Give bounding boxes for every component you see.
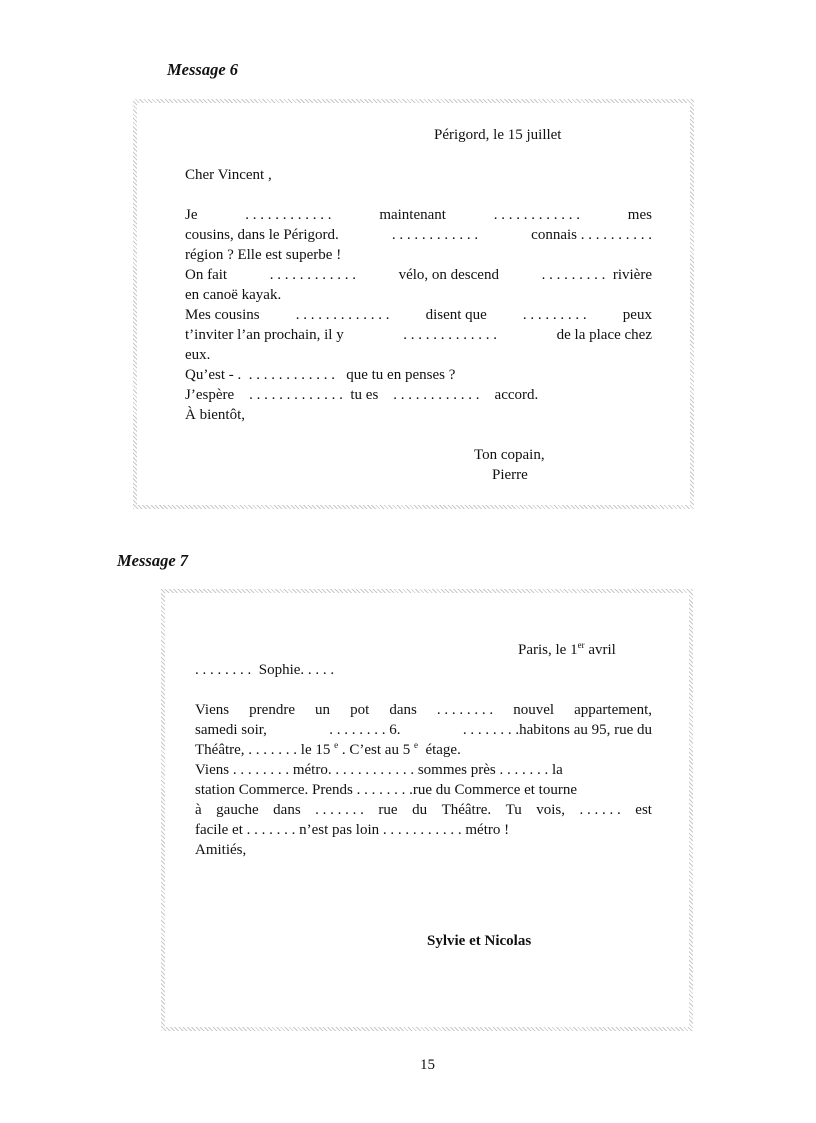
- m7-line-5: station Commerce. Prends . . . . . . . .rue du Commerce et tourne: [195, 782, 577, 798]
- m7-line-2: samedi soir, . . . . . . . . 6. . . . . . . . .habitons au 95, rue du: [195, 722, 652, 738]
- m7-line-3: Théâtre, . . . . . . . le 15 $^e$ . C’est au 5 $^e$ étage.: [195, 740, 461, 758]
- m6-line-11: À bientôt,: [185, 407, 245, 423]
- m7-place-date: Paris, le 1er avril: [518, 640, 616, 658]
- m6-signature: Pierre: [492, 467, 528, 483]
- m7-line-7: facile et . . . . . . . n’est pas loin . . . . . . . . . . . métro !: [195, 822, 510, 838]
- m6-line-10: J’espère . . . . . . . . . . . . . tu es . . . . . . . . . . . . accord.: [185, 387, 539, 403]
- m6-line-9: Qu’est - . . . . . . . . . . . . . que tu en penses ?: [185, 367, 456, 383]
- m7-signature: Sylvie et Nicolas: [427, 933, 532, 949]
- m7-line-6: à gauche dans . . . . . . . rue du Théâtre. Tu vois, . . . . . . est: [195, 802, 652, 818]
- message-7-heading: Message 7: [117, 551, 189, 570]
- m7-salutation: . . . . . . . . Sophie. . . . .: [195, 662, 335, 678]
- m6-line-8: eux.: [185, 347, 211, 363]
- m7-line-1: Viens prendre un pot dans . . . . . . . . nouvel appartement,: [195, 702, 652, 718]
- m6-line-6: Mes cousins . . . . . . . . . . . . . disent que . . . . . . . . . peux: [185, 307, 652, 323]
- message-6-heading: Message 6: [167, 60, 239, 79]
- m6-line-7: t’inviter l’an prochain, il y . . . . . . . . . . . . . de la place chez: [185, 327, 652, 343]
- m6-line-3: région ? Elle est superbe !: [185, 247, 342, 263]
- m6-line-2: cousins, dans le Périgord. . . . . . . . . . . . . connais . . . . . . . . . .: [185, 227, 652, 243]
- m6-greeting: Cher Vincent ,: [185, 167, 272, 183]
- m6-line-1: Je . . . . . . . . . . . . maintenant . . . . . . . . . . . . mes: [185, 207, 652, 223]
- m6-line-5: en canoë kayak.: [185, 287, 282, 303]
- m6-line-4: On fait . . . . . . . . . . . . vélo, on descend . . . . . . . . . rivière: [185, 267, 652, 283]
- m6-signoff: Ton copain,: [474, 447, 545, 463]
- m7-line-8: Amitiés,: [195, 842, 247, 858]
- m7-line-4: Viens . . . . . . . . métro. . . . . . . . . . . . sommes près . . . . . . . la: [195, 762, 563, 778]
- page-number: 15: [420, 1057, 435, 1073]
- m6-place-date: Périgord, le 15 juillet: [434, 127, 562, 143]
